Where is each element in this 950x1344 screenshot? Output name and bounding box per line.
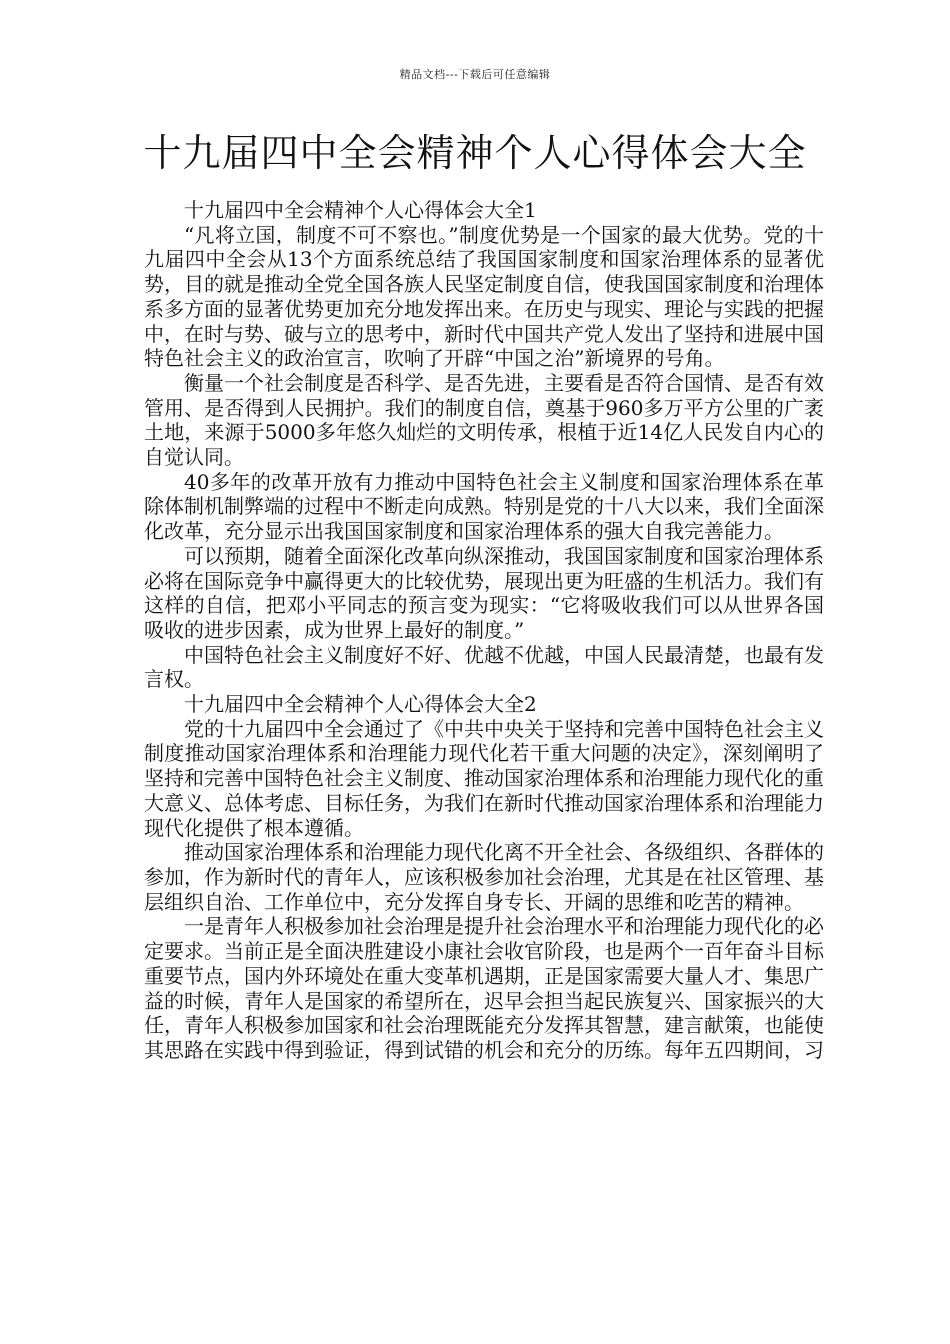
paragraph: 可以预期，随着全面深化改革向纵深推动，我国国家制度和国家治理体系必将在国际竞争中赢得更大的比较优势，展现出更为旺盛的生机活力。我们有这样的自信，把邓小平同志的预言变为现实：“它将吸收我们可以从世界各国吸收的进步因素，成为世界上最好的制度。”	[144, 543, 824, 642]
paragraph: 衡量一个社会制度是否科学、是否先进，主要看是否符合国情、是否有效管用、是否得到人民拥护。我们的制度自信，奠基于960多万平方公里的广袤土地，来源于5000多年悠久灿烂的文明传承，根植于近14亿人民发自内心的自觉认同。	[144, 370, 824, 470]
paragraph: 中国特色社会主义制度好不好、优越不优越，中国人民最清楚，也最有发言权。	[144, 642, 824, 692]
section-heading-2: 十九届四中全会精神个人心得体会大全2	[184, 692, 537, 717]
section-heading-1: 十九届四中全会精神个人心得体会大全1	[184, 198, 537, 222]
paragraph: 40多年的改革开放有力推动中国特色社会主义制度和国家治理体系在革除体制机制弊端的过程中不断走向成熟。特别是党的十八大以来，我们全面深化改革，充分显示出我国国家制度和国家治理体系的强大自我完善能力。	[144, 469, 824, 544]
document-body	[144, 198, 824, 1063]
paragraph: 推动国家治理体系和治理能力现代化离不开全社会、各级组织、各群体的参加，作为新时代的青年人，应该积极参加社会治理，尤其是在社区管理、基层组织自治、工作单位中，充分发挥自身专长、开阔的思维和吃苦的精神。	[144, 840, 824, 914]
paragraph: 一是青年人积极参加社会治理是提升社会治理水平和治理能力现代化的必定要求。当前正是全面决胜建设小康社会收官阶段，也是两个一百年奋斗目标重要节点，国内外环境处在重大变革机遇期，正是国家需要大量人才、集思广益的时候，青年人是国家的希望所在，迟早会担当起民族复兴、国家振兴的大任，青年人积极参加国家和社会治理既能充分发挥其智慧，建言献策，也能使其思路在实践中得到验证，得到试错的机会和充分的历练。每年五四期间，习	[144, 914, 824, 1062]
document-title: 十九届四中全会精神个人心得体会大全	[143, 131, 807, 175]
paragraph: “凡将立国，制度不可不察也。”制度优势是一个国家的最大优势。党的十九届四中全会从13个方面系统总结了我国国家制度和国家治理体系的显著优势，目的就是推动全党全国各族人民坚定制度自信，使我国国家制度和治理体系多方面的显著优势更加充分地发挥出来。在历史与现实、理论与实践的把握中，在时与势、破与立的思考中，新时代中国共产党人发出了坚持和进展中国特色社会主义的政治宣言，吹响了开辟“中国之治”新境界的号角。	[144, 222, 824, 371]
header-note: 精品文档---下载后可任意编辑	[399, 68, 551, 81]
paragraph: 党的十九届四中全会通过了《中共中央关于坚持和完善中国特色社会主义制度推动国家治理体系和治理能力现代化若干重大问题的决定》，深刻阐明了坚持和完善中国特色社会主义制度、推动国家治理体系和治理能力现代化的重大意义、总体考虑、目标任务，为我们在新时代推动国家治理体系和治理能力现代化提供了根本遵循。	[144, 716, 824, 840]
